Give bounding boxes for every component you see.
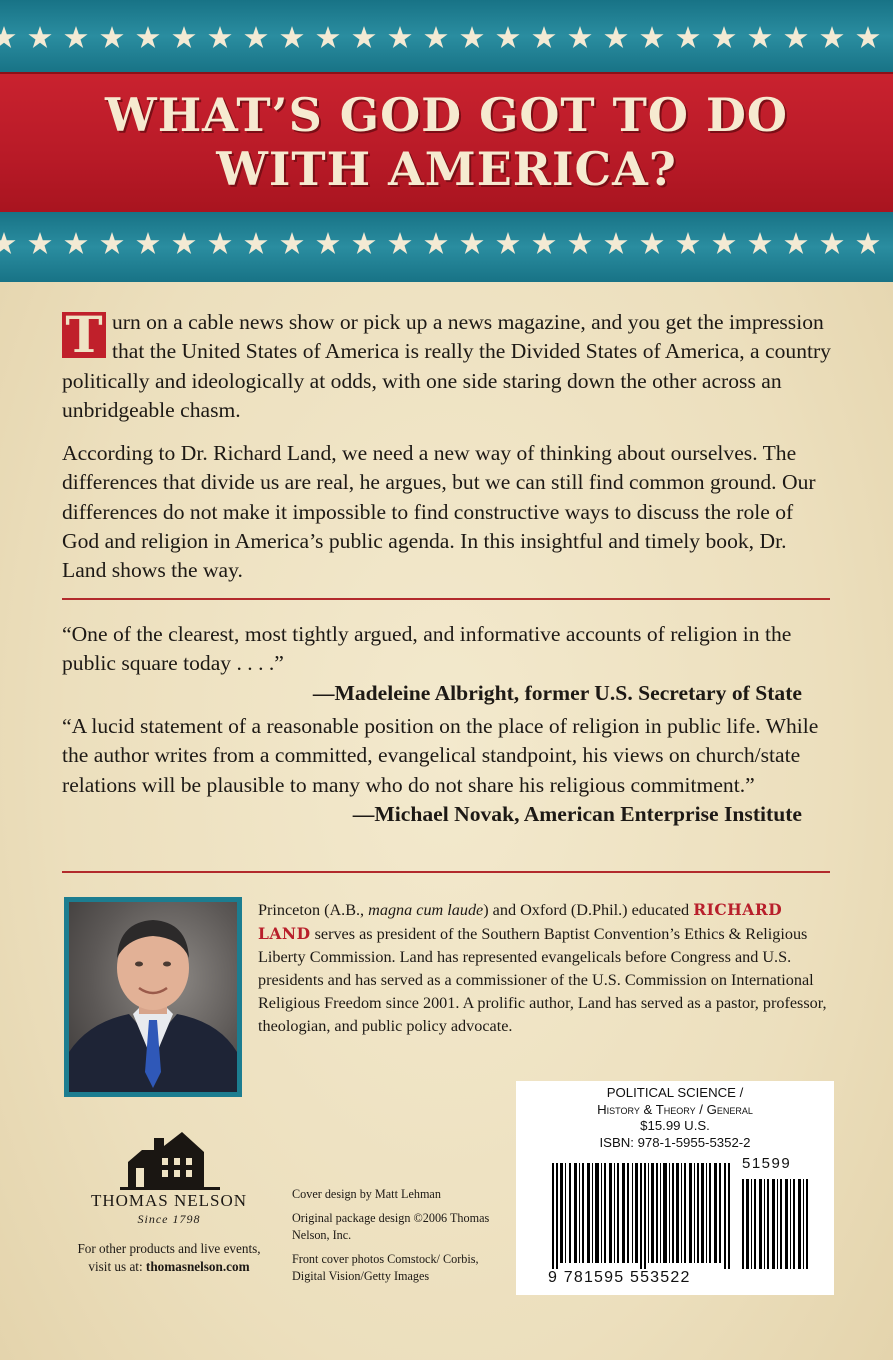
author-bio [258,898,830,1039]
bio-text-post: serves as president of the Southern Baptist Convention’s Ethics & Religious Liberty Commission. Land has represented evangelicals before Congress and U.S. presidents and has served as a commissioner of the U.S. Commission on International Religious Freedom since 2001. A prolific author, Land has served as a pastor, professor, theologian, and public policy advocate. [258,925,827,1036]
category-line-1: POLITICAL SCIENCE / [606,1085,744,1100]
barcode-info [516,1085,834,1151]
headline-line-1: WHAT’S GOD GOT TO DO [105,88,788,142]
flag-banner [0,0,893,282]
credit-cover-design: Cover design by Matt Lehman [292,1187,441,1201]
author-name: RICHARD LAND [258,900,783,944]
visit-url: thomasnelson.com [145,1259,250,1274]
publisher-since: Since 1798 [137,1212,201,1226]
intro-text [62,308,832,600]
stars-band-bottom [0,212,893,282]
author-portrait-icon [69,902,237,1092]
star-icons [0,26,893,50]
bio-text-italic: magna cum laude [368,901,484,919]
endorsement-quote-2 [62,712,832,829]
barcode-box [516,1081,834,1295]
author-photo [69,902,237,1092]
star-row-bottom [0,232,893,256]
intro-paragraph-1-text: urn on a cable news show or pick up a news magazine, and you get the impression that the United States of America is really the Divided States of America, a country politically and ideologically at odds, with one side staring down the other across an unbridgeable chasm. [62,310,831,422]
headline-line-2: WITH AMERICA? [216,142,677,196]
quote-attribution: —Madeleine Albright, former U.S. Secretary of State [312,680,802,705]
author-photo-frame [64,897,242,1097]
ean-digits: 9 781595 553522 [548,1269,691,1286]
visit-prefix: visit us at: [88,1259,146,1274]
star-row-top [0,26,893,50]
addon-digits: 51599 [742,1155,792,1172]
bio-text-mid: ) and Oxford (D.Phil.) educated [483,901,694,919]
quote-text: “A lucid statement of a reasonable position on the place of religion in public life. While the author writes from a committed, evangelical standpoint, his views on church/state relations will be plausible to many who do not share his religious commitment.” [62,714,819,797]
cover-credits [292,1186,512,1292]
star-icons [0,232,893,256]
credit-package-design: Original package design ©2006 Thomas Nelson, Inc. [292,1211,490,1242]
isbn: ISBN: 978-1-5955-5352-2 [599,1134,751,1150]
endorsement-quote-1 [62,620,832,708]
publisher-name: THOMAS NELSON [90,1191,248,1210]
visit-line-2 [55,1258,283,1276]
divider-rule [62,598,830,600]
barcode-icon [544,1157,814,1269]
publisher-visit [55,1240,283,1276]
quote-attribution: —Michael Novak, American Enterprise Institute [352,801,802,826]
visit-line-1: For other products and live events, [77,1241,261,1256]
headline [0,88,893,196]
stars-band-top [0,0,893,72]
price: $15.99 U.S. [640,1118,710,1133]
house-logo-icon [120,1128,220,1190]
intro-paragraph-1 [62,308,832,425]
category-line-2: History & Theory / General [597,1101,753,1117]
bio-text-pre: Princeton (A.B., [258,901,369,919]
divider-rule [62,871,830,873]
drop-cap: T [62,312,106,358]
quote-text: “One of the clearest, most tightly argued, and informative accounts of religion in the public square today . . . .” [62,622,792,676]
credit-photos: Front cover photos Comstock/ Corbis, Digital Vision/Getty Images [292,1252,479,1283]
intro-paragraph-2: According to Dr. Richard Land, we need a new way of thinking about ourselves. The differences that divide us are real, he argues, but we can still find common ground. Our differences do not make it impossible to find constructive ways to discuss the role of God and religion in America’s public agenda. In this insightful and timely book, Dr. Land shows the way. [62,441,816,583]
